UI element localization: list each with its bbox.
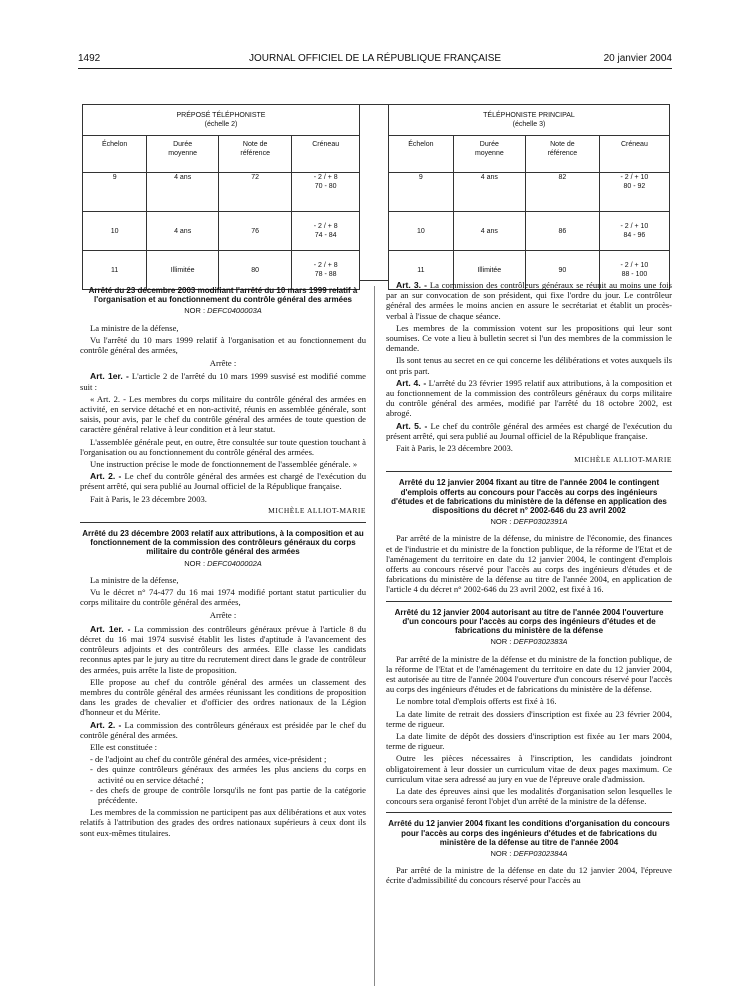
divider [386, 471, 672, 472]
list-item: - des quinze contrôleurs généraux des armées les plus anciens du corps en activité ou en service détaché ; [90, 764, 366, 785]
arrete-label: Arrête : [209, 610, 237, 621]
fait-a-paris: Fait à Paris, le 23 décembre 2003. [396, 443, 513, 454]
article-1: Art. 1er. - La commission des contrôleurs généraux prévue à l'article 8 du décret du 16 mai 1974 susvisé établit les listes d'aptitude à l'avancement des contrôleurs adjoints et des contrôleurs des armées. Elle classe les candidats reconnus aptes par le jury au titre du recrutement direct dans le grade de contrôleur des armées, puis arrête la liste de proposition. [80, 623, 366, 675]
table-cell: 9 [389, 173, 454, 212]
paragraph: Vu le décret n° 74-477 du 16 mai 1974 modifié portant statut particulier du corps militaire du contrôle général des armées, [80, 587, 366, 608]
table-row [83, 212, 360, 251]
member-list [80, 754, 366, 805]
column-header: Durée moyenne [147, 136, 219, 173]
nor-reference: NOR : DEFP0302391A [490, 517, 568, 527]
nor-reference: NOR : DEFP0302383A [490, 637, 568, 647]
paragraph: Vu l'arrêté du 10 mars 1999 relatif à l'organisation et au fonctionnement du contrôle général des armées, [80, 334, 366, 356]
column-header: Note de référence [525, 136, 599, 173]
article-3: Art. 3. - La commission des contrôleurs généraux se réunit au moins une fois par an sur convocation de son président, qui fixe l'ordre du jour. Le contrôleur général des armées le moins ancien en assure le secrétariat et établit un procès-verbal à l'issue de chaque séance. [386, 280, 672, 321]
running-header [78, 53, 672, 69]
table-cell: 11 [389, 251, 454, 290]
table-cell: Illimitée [453, 251, 525, 290]
paragraph: Les membres de la commission ne participent pas aux délibérations et aux votes relatifs à l'attribution des grades des ordres nationaux supérieurs à ceux dont ils sont eux-mêmes titulaires. [80, 807, 366, 838]
nor-reference: NOR : DEFC0400002A [184, 558, 262, 568]
article-2: Art. 2. - Le chef du contrôle général des armées est chargé de l'exécution du présent arrêté, qui sera publié au Journal officiel de la République française. [80, 471, 366, 492]
paragraph: Elle est constituée : [90, 741, 158, 752]
table-title: PRÉPOSÉ TÉLÉPHONISTE (échelle 2) [83, 105, 360, 136]
table-cell: 4 ans [147, 173, 219, 212]
nor-reference: NOR : DEFP0302384A [490, 848, 568, 858]
table-cell: - 2 / + 8 70 - 80 [292, 173, 360, 212]
table-cell: 82 [525, 173, 599, 212]
column-header: Durée moyenne [453, 136, 525, 173]
table-cell: 11 [83, 251, 147, 290]
table-cell: - 2 / + 8 78 - 88 [292, 251, 360, 290]
table-cell: 86 [525, 212, 599, 251]
nor-reference: NOR : DEFC0400003A [184, 306, 262, 316]
table-row [83, 173, 360, 212]
paragraph: La date limite de dépôt des dossiers d'inscription est fixée au 1er mars 2004, terme de rigueur. [386, 730, 672, 752]
table-title: TÉLÉPHONISTE PRINCIPAL (échelle 3) [389, 105, 670, 136]
paragraph: La date des épreuves ainsi que les modalités d'organisation selon lesquelles le concours sera organisé feront l'objet d'un arrêté de la ministre de la défense. [386, 785, 672, 807]
arrete-label: Arrête : [209, 358, 237, 369]
issue-date: 20 janvier 2004 [603, 53, 672, 64]
column-separator [374, 286, 375, 986]
table-row [389, 212, 670, 251]
table-cell: 90 [525, 251, 599, 290]
article-5: Art. 5. - Le chef du contrôle général des armées est chargé de l'exécution du présent arrêté, qui sera publié au Journal officiel de la République française. [386, 420, 672, 441]
table-cell: 10 [83, 212, 147, 251]
divider [386, 601, 672, 602]
header-rule [78, 68, 672, 69]
page-number: 1492 [78, 53, 101, 64]
right-column [386, 280, 672, 888]
list-item: - de l'adjoint au chef du contrôle général des armées, vice-président ; [90, 754, 327, 765]
article-1: Art. 1er. - L'article 2 de l'arrêté du 10 mars 1999 susvisé est modifié comme suit : [80, 371, 366, 392]
paragraph: Elle propose au chef du contrôle général des armées un classement des membres du contrôle général des armées réunissant les conditions de proposition dans les grades de chevalier et d'officier des ordres nationaux de la Légion d'honneur et du Mérite. [80, 676, 366, 718]
paragraph: Par arrêté de la ministre de la défense en date du 12 janvier 2004, l'épreuve écrite d'admissibilité du concours réservé pour l'accès au [386, 865, 672, 886]
paragraph: La date limite de retrait des dossiers d'inscription est fixée au 23 février 2004, terme de rigueur. [386, 708, 672, 729]
paragraph: Par arrêté de la ministre de la défense et du ministre de la fonction publique, de la réforme de l'Etat et de l'aménagement du territoire en date du 12 janvier 2004, est autorisée au titre de l'année 2004 l'ouverture d'un concours réservé pour l'accès au corps des ingénieurs d'études et de fabrications du ministère de la défense. [386, 653, 672, 695]
paragraph: La ministre de la défense, [90, 322, 179, 333]
left-column [80, 280, 366, 840]
article-title: Arrêté du 23 décembre 2003 modifiant l'arrêté du 10 mars 1999 relatif à l'organisation et au fonctionnement du contrôle général des armées [88, 286, 358, 305]
list-item: - des chefs de groupe de contrôle lorsqu'ils ne font pas partie de la catégorie précédente. [90, 784, 366, 805]
table-cell: 10 [389, 212, 454, 251]
article-4: Art. 4. - L'arrêté du 23 février 1995 relatif aux attributions, à la composition et au fonctionnement de la commission des contrôleurs généraux du corps militaire du contrôle général des armées, modifié par l'arrêté du 18 octobre 2002, est abrogé. [386, 377, 672, 419]
table-cell: 72 [219, 173, 292, 212]
table-cell: - 2 / + 10 88 - 100 [599, 251, 669, 290]
table-cell: - 2 / + 8 74 - 84 [292, 212, 360, 251]
table-telephoniste-principal [388, 104, 670, 290]
divider [386, 812, 672, 813]
table-cell: 4 ans [147, 212, 219, 251]
paragraph: Les membres de la commission votent sur les propositions qui leur sont soumises. Ce vote a lieu à bulletin secret si l'un des membres de la commission le demande. [386, 322, 672, 354]
table-cell: 80 [219, 251, 292, 290]
fait-a-paris: Fait à Paris, le 23 décembre 2003. [90, 493, 207, 504]
table-row [389, 173, 670, 212]
article-title: Arrêté du 12 janvier 2004 fixant les conditions d'organisation du concours pour l'accès au corps des ingénieurs d'études et de fabrications du ministère de la défense au titre de l'année 2004 [388, 819, 670, 847]
quoted-paragraph: Une instruction précise le mode de fonctionnement de l'assemblée générale. » [90, 459, 358, 470]
table-cell: 4 ans [453, 173, 525, 212]
article-title: Arrêté du 23 décembre 2003 relatif aux attributions, à la composition et au fonctionnement de la commission des contrôleurs généraux du corps militaire du contrôle général des armées [82, 529, 364, 557]
signature: MICHÈLE ALLIOT-MARIE [268, 505, 366, 515]
quoted-paragraph: « Art. 2. - Les membres du corps militaire du contrôle général des armées en activité, en service détaché et en non-activité, réunis en assemblée générale, sont saisis, pour avis, par le chef du contrôle général des armées de toute question de caractère général relative à leur condition et à leur statut. [80, 393, 366, 435]
table-gap [360, 104, 388, 281]
article-title: Arrêté du 12 janvier 2004 autorisant au titre de l'année 2004 l'ouverture d'un concours pour l'accès au corps des ingénieurs d'études et de fabrications du ministère de la défense [394, 607, 664, 636]
paragraph: Ils sont tenus au secret en ce qui concerne les délibérations et votes auxquels ils ont pris part. [386, 355, 672, 376]
column-header: Échelon [83, 136, 147, 173]
paragraph: Le nombre total d'emplois offerts est fixé à 16. [396, 696, 557, 707]
paragraph: Outre les pièces nécessaires à l'inscription, les candidats joindront obligatoirement à leur dossier un curriculum vitae de deux pages maximum. Ce curriculum vitae sera adressé au jury en vue de l'épreuve orale d'admission. [386, 753, 672, 784]
column-header: Note de référence [219, 136, 292, 173]
table-cell: - 2 / + 10 80 - 92 [599, 173, 669, 212]
table-cell: 76 [219, 212, 292, 251]
article-2: Art. 2. - La commission des contrôleurs généraux est présidée par le chef du contrôle général des armées. [80, 719, 366, 740]
paragraph: Par arrêté de la ministre de la défense, du ministre de l'économie, des finances et de l'industrie et du ministre de la fonction publique, de la réforme de l'Etat et de l'aménagement du territoire en date du 12 janvier 2004, le contingent d'emplois offerts au concours réservé pour l'accès au corps des ingénieurs d'études et de fabrications du ministère de la défense au titre de l'année 2004, en application de l'article 4 du décret n° 2002-646 du 23 avril 2002, est fixé à 16. [386, 533, 672, 595]
table-cell: 4 ans [453, 212, 525, 251]
column-header: Créneau [292, 136, 360, 173]
divider [80, 522, 366, 523]
paragraph: La ministre de la défense, [90, 574, 179, 585]
table-cell: - 2 / + 10 84 - 96 [599, 212, 669, 251]
column-header: Échelon [389, 136, 454, 173]
table-prepose-telephoniste [82, 104, 360, 290]
table-cell: Illimitée [147, 251, 219, 290]
signature: MICHÈLE ALLIOT-MARIE [574, 455, 672, 465]
journal-title: JOURNAL OFFICIEL DE LA RÉPUBLIQUE FRANÇAISE [248, 53, 502, 64]
column-header: Créneau [599, 136, 669, 173]
table-cell: 9 [83, 173, 147, 212]
quoted-paragraph: L'assemblée générale peut, en outre, être consultée sur toute question touchant à l'organisation ou au fonctionnement du contrôle général des armées. [80, 436, 366, 457]
article-title: Arrêté du 12 janvier 2004 fixant au titre de l'année 2004 le contingent d'emplois offerts au concours pour l'accès au corps des ingénieurs d'études et de fabrications du ministère de la défense en application des dispositions du décret n° 2002-646 du 23 avril 2002 [391, 478, 667, 516]
